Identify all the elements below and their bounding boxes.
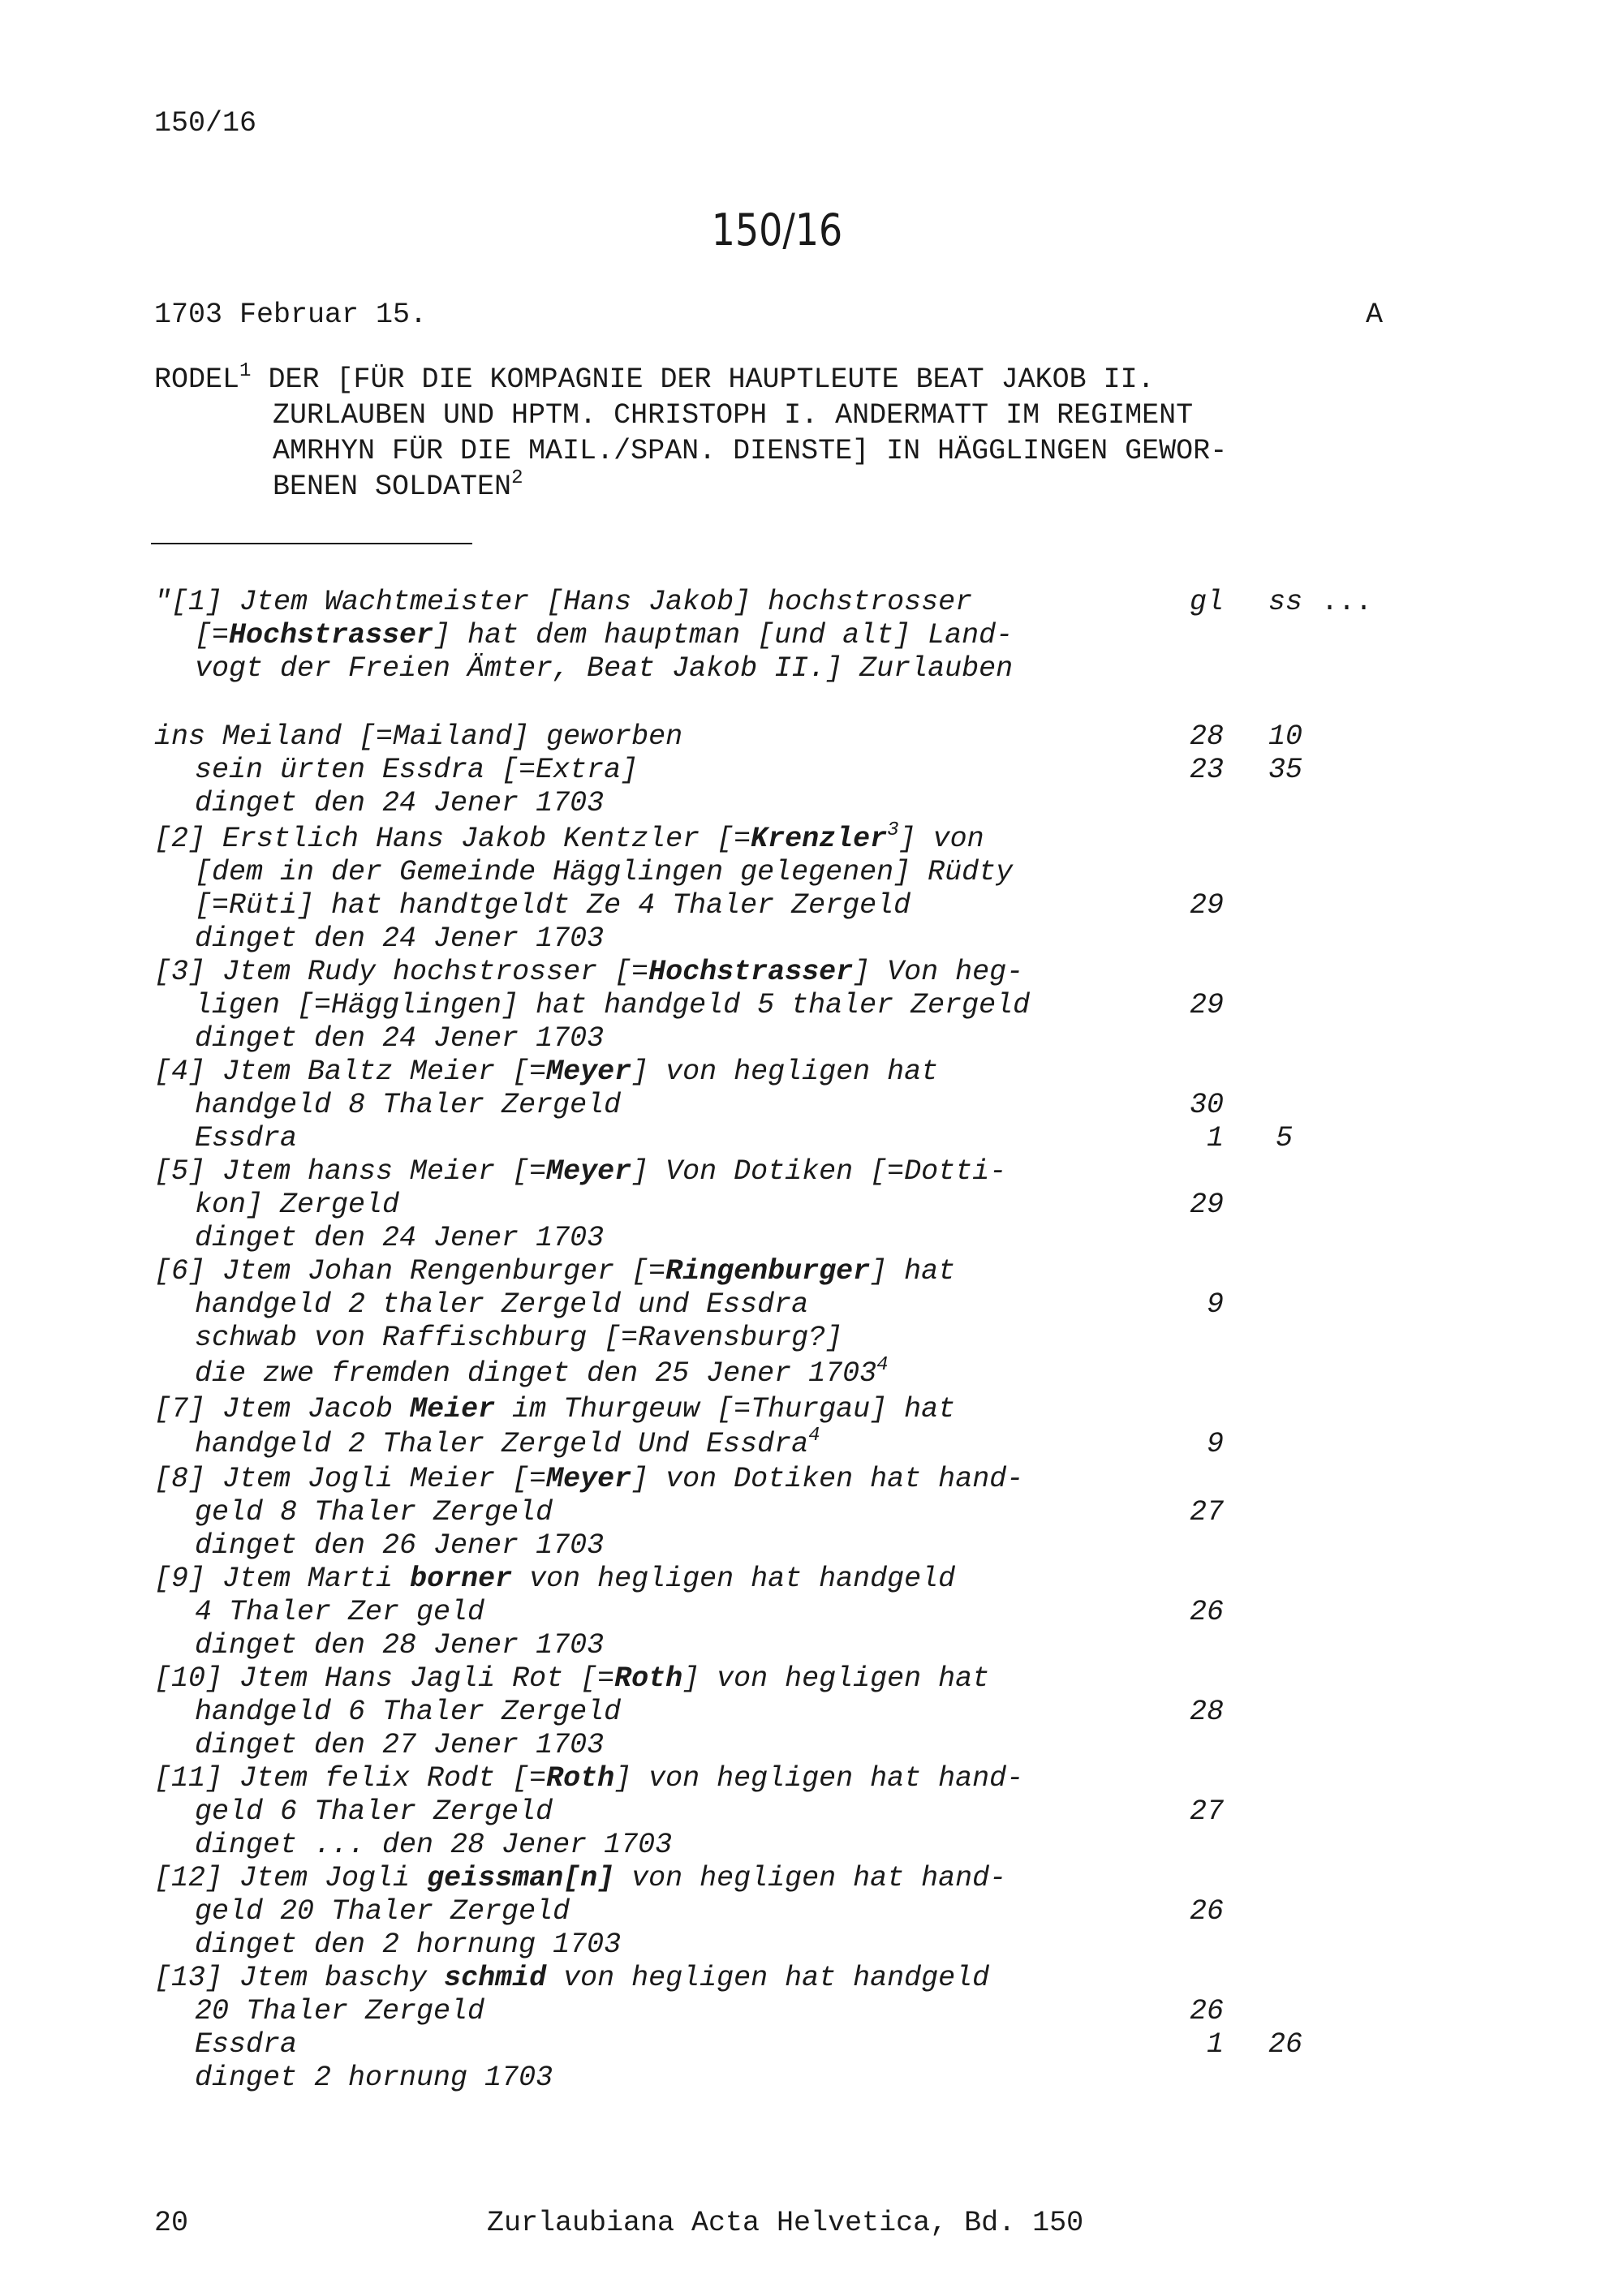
- entry-line: dinget den 24 Jener 1703: [195, 1022, 605, 1055]
- heading-line-2: ZURLAUBEN UND HPTM. CHRISTOPH I. ANDERMATT IM REGIMENT: [273, 399, 1194, 432]
- entry-line: [10] Jtem Hans Jagli Rot [=Roth] von hegligen hat: [154, 1662, 990, 1695]
- sigla: A: [1366, 299, 1384, 331]
- entry-line: die zwe fremden dinget den 25 Jener 1703$^4$: [195, 1354, 889, 1390]
- heading-rule: [151, 543, 472, 544]
- document-date: 1703 Februar 15.: [154, 299, 428, 331]
- amount-gl: 29: [1189, 989, 1224, 1021]
- surname-normalized: Meyer: [546, 1056, 632, 1088]
- heading-line-1: RODEL$^1$ DER [FÜR DIE KOMPAGNIE DER HAUPTLEUTE BEAT JAKOB II.: [154, 360, 1155, 396]
- amount-gl: 1: [1206, 1122, 1224, 1154]
- entry-line: handgeld 8 Thaler Zergeld: [195, 1089, 622, 1121]
- heading-line-4: BENEN SOLDATEN$^2$: [273, 467, 523, 503]
- amount-gl: 26: [1189, 1895, 1224, 1928]
- surname: borner: [410, 1563, 513, 1595]
- surname-normalized: Meyer: [546, 1155, 632, 1188]
- amount-ss: 26: [1268, 2028, 1302, 2061]
- entry-line: [9] Jtem Marti borner von hegligen hat handgeld: [154, 1563, 956, 1595]
- surname-normalized: Hochstrasser: [229, 619, 434, 651]
- entry-line: ins Meiland [=Mailand] geworben: [154, 720, 683, 753]
- surname-normalized: Krenzler: [751, 823, 888, 855]
- amount-ss: 5: [1275, 1122, 1293, 1154]
- entry-line: [6] Jtem Johan Rengenburger [=Ringenburger] hat: [154, 1255, 956, 1288]
- entry-line: [8] Jtem Jogli Meier [=Meyer] von Dotiken hat hand-: [154, 1463, 1024, 1495]
- source-citation: Zurlaubiana Acta Helvetica, Bd. 150: [487, 2207, 1084, 2239]
- entry-line: dinget den 27 Jener 1703: [195, 1729, 605, 1761]
- entry-line: geld 6 Thaler Zergeld: [195, 1795, 553, 1828]
- entry-line: [3] Jtem Rudy hochstrosser [=Hochstrasser] Von heg-: [154, 956, 1024, 988]
- entry-line: [12] Jtem Jogli geissman[n] von hegligen hat hand-: [154, 1862, 1007, 1894]
- amount-gl: 1: [1206, 2028, 1224, 2061]
- amount-gl: 26: [1189, 1596, 1224, 1628]
- amount-gl: 29: [1189, 1189, 1224, 1221]
- footnote-ref-2: 2: [511, 467, 523, 489]
- surname-normalized: Roth: [614, 1662, 683, 1695]
- entry-line: [4] Jtem Baltz Meier [=Meyer] von hegligen hat: [154, 1056, 939, 1088]
- entry-line: handgeld 2 Thaler Zergeld Und Essdra$^4$: [195, 1425, 820, 1460]
- entry-line: geld 20 Thaler Zergeld: [195, 1895, 570, 1928]
- document-title: 150/16: [711, 204, 843, 256]
- amount-gl: 26: [1189, 1995, 1224, 2027]
- entry-line: vogt der Freien Ämter, Beat Jakob II.] Zurlauben: [195, 652, 1014, 685]
- entry-line: sein ürten Essdra [=Extra]: [195, 754, 639, 786]
- entry-line: Essdra: [195, 1122, 298, 1154]
- column-header-gl: gl: [1189, 586, 1224, 618]
- entry-line: geld 8 Thaler Zergeld: [195, 1496, 553, 1529]
- entry-line: dinget den 2 hornung 1703: [195, 1928, 622, 1961]
- entry-line: dinget den 28 Jener 1703: [195, 1629, 605, 1662]
- entry-line: "[1] Jtem Wachtmeister [Hans Jakob] hochstrosser: [154, 586, 973, 618]
- footnote-ref-3: 3: [887, 819, 899, 841]
- entry-line: ligen [=Hägglingen] hat handgeld 5 thaler Zergeld: [195, 989, 1031, 1021]
- entry-line: Essdra: [195, 2028, 298, 2061]
- footnote-ref-1: 1: [239, 360, 252, 382]
- column-header-ellipsis: ...: [1321, 586, 1373, 618]
- running-head: 150/16: [154, 107, 257, 140]
- amount-ss: 35: [1268, 754, 1302, 786]
- amount-gl: 28: [1189, 1696, 1224, 1728]
- surname-normalized: Hochstrasser: [648, 956, 854, 988]
- entry-line: schwab von Raffischburg [=Ravensburg?]: [195, 1322, 843, 1354]
- amount-gl: 29: [1189, 889, 1224, 922]
- entry-line: dinget den 24 Jener 1703: [195, 1222, 605, 1254]
- entry-line: dinget 2 hornung 1703: [195, 2062, 553, 2094]
- entry-line: dinget den 24 Jener 1703: [195, 922, 605, 955]
- amount-gl: 27: [1189, 1496, 1224, 1529]
- surname: geissman[n]: [427, 1862, 615, 1894]
- entry-line: [13] Jtem baschy schmid von hegligen hat handgeld: [154, 1962, 990, 1994]
- entry-line: [7] Jtem Jacob Meier im Thurgeuw [=Thurgau] hat: [154, 1393, 956, 1425]
- entry-line: [dem in der Gemeinde Hägglingen gelegenen] Rüdty: [195, 856, 1014, 888]
- footnote-ref-4: 4: [808, 1425, 820, 1447]
- entry-line: [=Hochstrasser] hat dem hauptman [und alt] Land-: [195, 619, 1014, 651]
- entry-line: [11] Jtem felix Rodt [=Roth] von hegligen hat hand-: [154, 1762, 1024, 1795]
- footnote-ref-4: 4: [876, 1354, 889, 1376]
- entry-line: dinget den 24 Jener 1703: [195, 787, 605, 819]
- amount-gl: 30: [1189, 1089, 1224, 1121]
- amount-ss: 10: [1268, 720, 1302, 753]
- surname-normalized: Roth: [546, 1762, 615, 1795]
- entry-line: kon] Zergeld: [195, 1189, 400, 1221]
- amount-gl: 23: [1189, 754, 1224, 786]
- entry-line: handgeld 2 thaler Zergeld und Essdra: [195, 1288, 809, 1321]
- column-header-ss: ss: [1268, 586, 1302, 618]
- heading-line-3: AMRHYN FÜR DIE MAIL./SPAN. DIENSTE] IN HÄGGLINGEN GEWOR-: [273, 435, 1228, 467]
- amount-gl: 9: [1206, 1428, 1224, 1460]
- surname: Meier: [410, 1393, 496, 1425]
- entry-line: handgeld 6 Thaler Zergeld: [195, 1696, 622, 1728]
- entry-line: dinget den 26 Jener 1703: [195, 1529, 605, 1562]
- surname-normalized: Meyer: [546, 1463, 632, 1495]
- entry-line: 4 Thaler Zer geld: [195, 1596, 485, 1628]
- page-number: 20: [154, 2207, 189, 2239]
- surname: schmid: [444, 1962, 547, 1994]
- entry-line: 20 Thaler Zergeld: [195, 1995, 485, 2027]
- entry-line: dinget ... den 28 Jener 1703: [195, 1829, 673, 1861]
- entry-line: [5] Jtem hanss Meier [=Meyer] Von Dotiken [=Dotti-: [154, 1155, 1007, 1188]
- amount-gl: 28: [1189, 720, 1224, 753]
- amount-gl: 9: [1206, 1288, 1224, 1321]
- amount-gl: 27: [1189, 1795, 1224, 1828]
- entry-line: [=Rüti] hat handtgeldt Ze 4 Thaler Zergeld: [195, 889, 911, 922]
- entry-line: [2] Erstlich Hans Jakob Kentzler [=Krenzler$^3$] von: [154, 819, 984, 855]
- surname-normalized: Ringenburger: [665, 1255, 871, 1288]
